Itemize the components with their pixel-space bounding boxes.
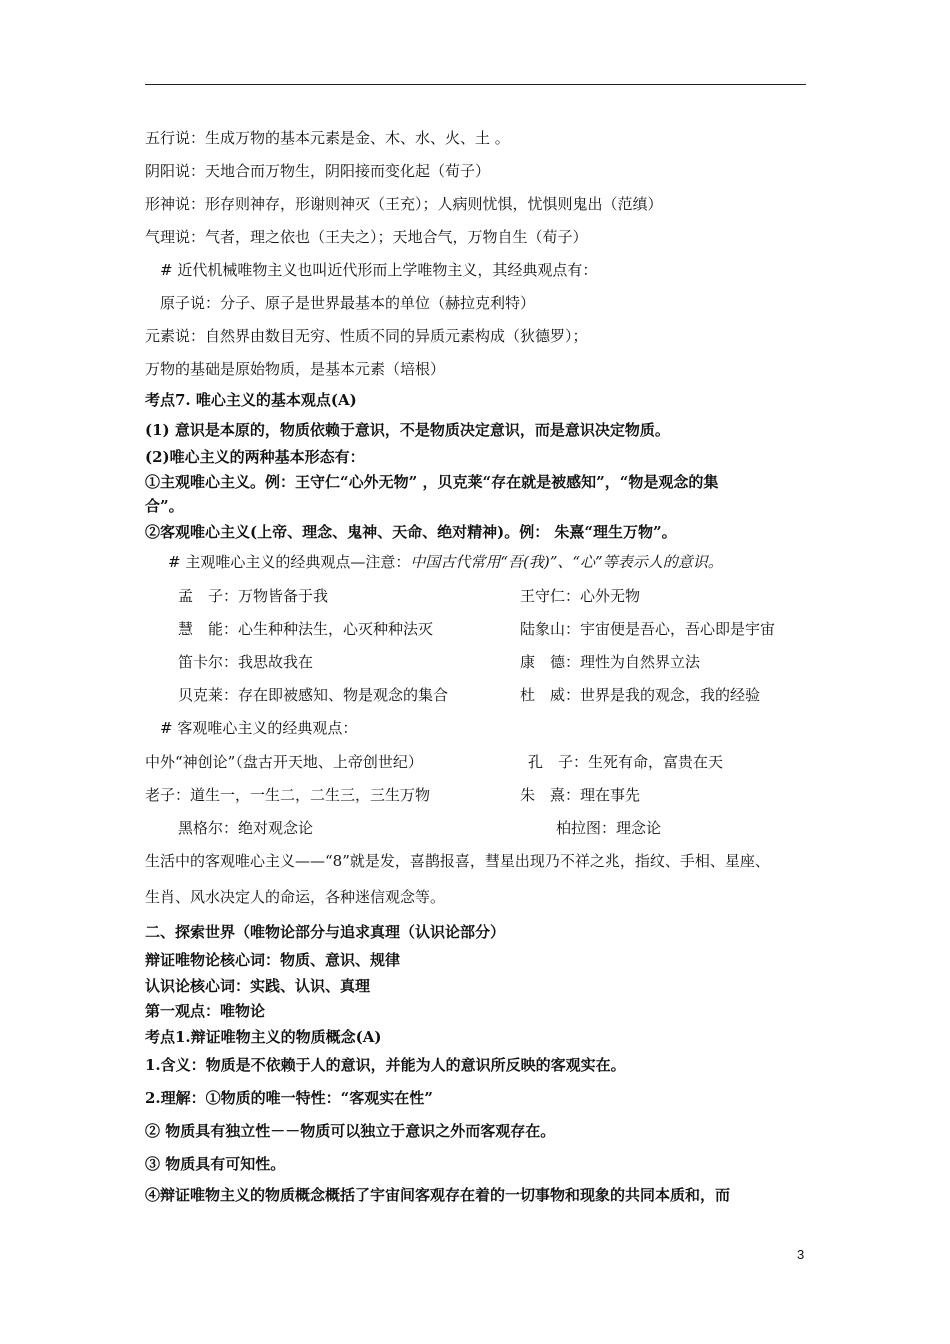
page-number: 3	[797, 1247, 805, 1262]
text-line-wuxing: 五行说：生成万物的基本元素是金、木、水、火、土 。	[145, 129, 510, 147]
text-line-matter-understanding: 2.理解：①物质的唯一特性：“客观实在性”	[145, 1089, 433, 1107]
text-line-element: 元素说：自然界由数目无穷、性质不同的异质元素构成（狄德罗）；	[145, 327, 588, 345]
header-rule	[145, 84, 806, 85]
text-line-epistemology-keywords: 认识论核心词：实践、认识、真理	[145, 977, 371, 995]
quote-laozi: 老子：道生一，一生二，二生三，三生万物	[145, 786, 431, 804]
text-line-materialism-keywords: 辩证唯物论核心词：物质、意识、规律	[145, 951, 401, 969]
quote-zhu-xi: 朱 熹：理在事先	[520, 786, 641, 804]
text-line-mechanical-materialism: # 近代机械唯物主义也叫近代形而上学唯物主义，其经典观点有：	[160, 261, 598, 279]
text-line-matter-definition: 1.含义：物质是不依赖于人的意识，并能为人的意识所反映的客观实在。	[145, 1056, 626, 1074]
text-line-qili: 气理说：气者，理之依也（王夫之）；天地合气，万物自生（荀子）	[145, 228, 588, 246]
quote-dewey: 杜 威：世界是我的观念，我的经验	[520, 686, 761, 704]
text-line-objective-classic: # 客观唯心主义的经典观点：	[160, 719, 358, 737]
quote-plato: 柏拉图：理念论	[556, 819, 662, 837]
quote-mencius: 孟 子：万物皆备于我	[178, 587, 329, 605]
quote-kant: 康 德：理性为自然界立法	[520, 653, 701, 671]
section-heading-point7: 考点7. 唯心主义的基本观点(A)	[145, 391, 357, 409]
text-line-daily-idealism-b: 生肖、风水决定人的命运，各种迷信观念等。	[145, 888, 446, 906]
text-line-idealism-1: (1) 意识是本原的，物质依赖于意识，不是物质决定意识，而是意识决定物质。	[145, 421, 670, 439]
quote-creationism: 中外“神创论”（盘古开天地、上帝创世纪）	[145, 753, 423, 771]
text-line-matter-knowable: ③ 物质具有可知性。	[145, 1155, 286, 1173]
quote-confucius: 孔 子：生死有命，富贵在天	[528, 753, 724, 771]
quote-lu-xiangshan: 陆象山：宇宙便是吾心，吾心即是宇宙	[520, 620, 776, 638]
text-line-basis: 万物的基础是原始物质，是基本元素（培根）	[145, 360, 446, 378]
quote-hegel: 黑格尔：绝对观念论	[178, 819, 314, 837]
section-heading-point1: 考点1.辩证唯物主义的物质概念(A)	[145, 1028, 382, 1046]
text-line-first-viewpoint: 第一观点：唯物论	[145, 1002, 266, 1020]
quote-huineng: 慧 能：心生种种法生，心灭种种法灭	[178, 620, 434, 638]
text-line-atom: 原子说：分子、原子是世界最基本的单位（赫拉克利特）	[160, 294, 536, 312]
text-line-subjective-classic: # 主观唯心主义的经典观点—注意：中国古代常用“吾(我)”、“心”等表示人的意识。	[168, 553, 723, 571]
text-line-idealism-2: (2)唯心主义的两种基本形态有：	[145, 448, 365, 466]
text-line-xingshen: 形神说：形存则神存，形谢则神灭（王充）；人病则忧惧，忧惧则鬼出（范缜）	[145, 195, 663, 213]
text-line-subjective-b: 合”。	[145, 497, 184, 515]
text-line-daily-idealism-a: 生活中的客观唯心主义——“8”就是发，喜鹊报喜，彗星出现乃不祥之兆，指纹、手相、星座、	[145, 852, 770, 870]
quote-wang-shouren: 王守仁：心外无物	[520, 587, 641, 605]
section-heading-explore-world: 二、探索世界（唯物论部分与追求真理（认识论部分）	[145, 923, 506, 941]
quote-descartes: 笛卡尔：我思故我在	[178, 653, 314, 671]
text-line-objective: ②客观唯心主义(上帝、理念、鬼神、天命、绝对精神)。例： 朱熹“理生万物”。	[145, 523, 677, 541]
text-line-subjective-a: ①主观唯心主义。例：王守仁“心外无物” ，贝克莱“存在就是被感知”，“物是观念的集	[145, 473, 719, 491]
text-line-yinyang: 阴阳说：天地合而万物生，阴阳接而变化起（荀子）	[145, 162, 491, 180]
quote-berkeley: 贝克莱：存在即被感知、物是观念的集合	[178, 686, 449, 704]
text-line-matter-concept: ④辩证唯物主义的物质概念概括了宇宙间客观存在着的一切事物和现象的共同本质和，而	[145, 1186, 731, 1204]
text-line-matter-independence: ② 物质具有独立性－－物质可以独立于意识之外而客观存在。	[145, 1122, 556, 1140]
